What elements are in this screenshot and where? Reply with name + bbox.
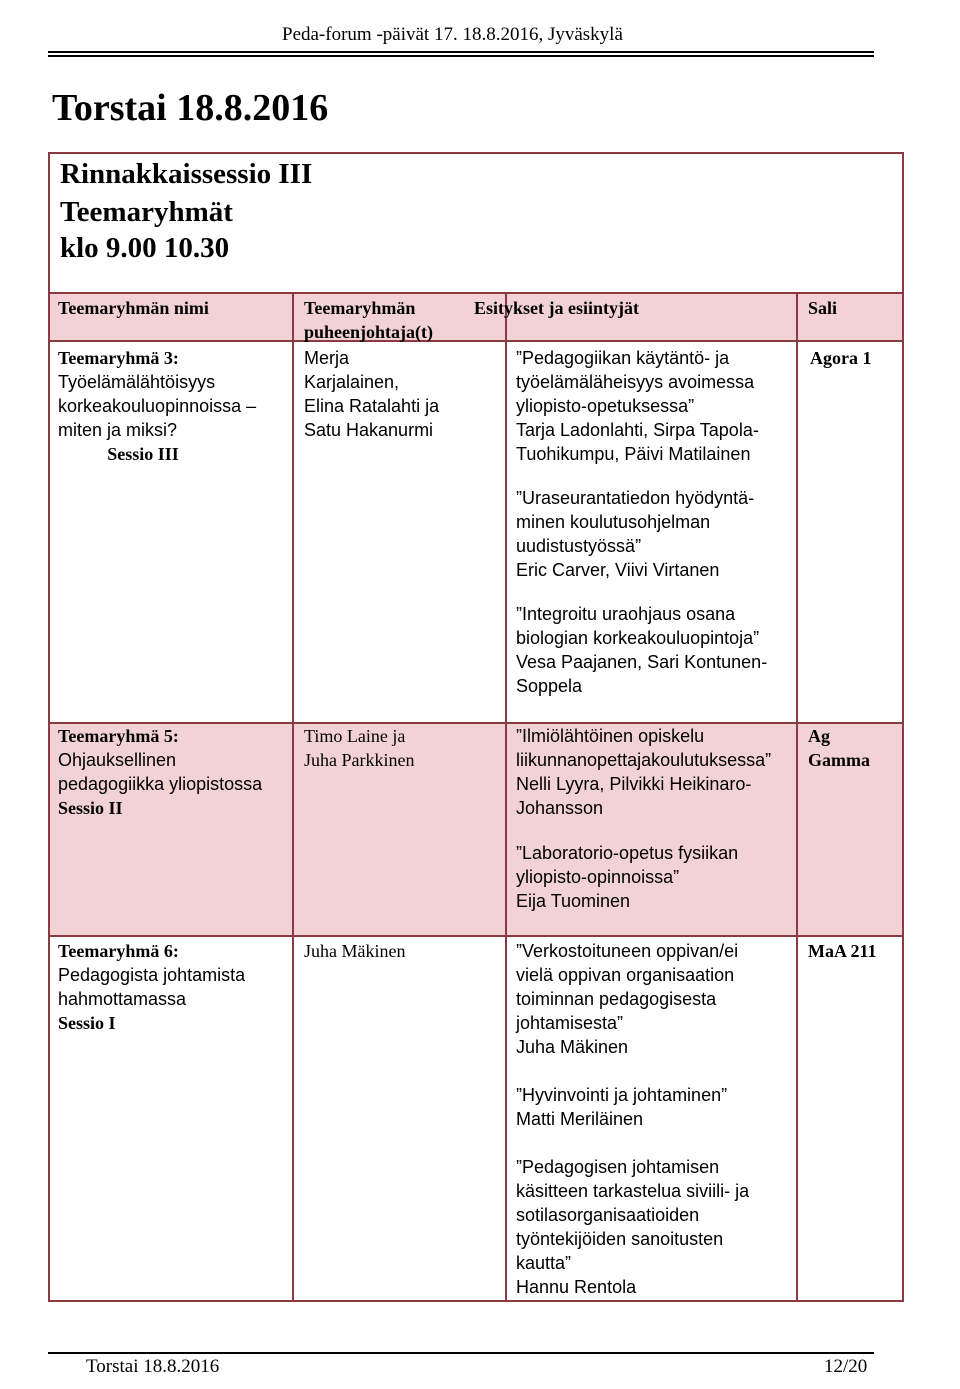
row1-presentation-1: [516, 346, 759, 466]
presentation-line: käsitteen tarkastelua siviili- ja: [516, 1181, 750, 1201]
row3-group-session: Sessio I: [58, 1013, 116, 1033]
session-box: [48, 152, 904, 292]
presentation-line: Eija Tuominen: [516, 891, 631, 911]
row2-chair-line: Timo Laine ja: [304, 726, 406, 746]
header-chair: [304, 296, 433, 344]
presentation-line: Tuohikumpu, Päivi Matilainen: [516, 444, 751, 464]
presentation-line: minen koulutusohjelman: [516, 512, 711, 532]
row3-group-line: hahmottamassa: [58, 989, 187, 1009]
row1-group-cell: [58, 346, 256, 466]
table-rule-header: [48, 340, 904, 342]
footer-date: Torstai 18.8.2016: [86, 1356, 220, 1377]
row1-group-line: miten ja miksi?: [58, 420, 178, 440]
row1-group-line: Työelämälähtöisyys: [58, 372, 216, 392]
table-rule-row2: [48, 935, 904, 937]
row2-group-line: Ohjauksellinen: [58, 750, 177, 770]
presentation-line: ”Verkostoituneen oppivan/ei: [516, 941, 739, 961]
row3-chairs-cell: [304, 939, 405, 963]
presentation-line: Nelli Lyyra, Pilvikki Heikinaro-: [516, 774, 752, 794]
presentation-line: ”Laboratorio-opetus fysiikan: [516, 843, 739, 863]
footer-rule: [48, 1352, 874, 1354]
presentation-line: ”Pedagogisen johtamisen: [516, 1157, 720, 1177]
table-col-border-2: [505, 292, 507, 1302]
row2-room-cell: [808, 724, 870, 772]
row2-group-line: pedagogiikka yliopistossa: [58, 774, 263, 794]
header-chair-line1: Teemaryhmän: [304, 298, 416, 318]
row1-room: Agora 1: [810, 348, 872, 368]
presentation-line: ”Integroitu uraohjaus osana: [516, 604, 736, 624]
presentation-line: Eric Carver, Viivi Virtanen: [516, 560, 720, 580]
header-rule-bottom: [48, 55, 874, 57]
presentation-line: ”Ilmiölähtöinen opiskelu: [516, 726, 705, 746]
row3-group-title: Teemaryhmä 6:: [58, 941, 179, 961]
row2-presentation-2: [516, 841, 738, 913]
row3-group-cell: [58, 939, 245, 1035]
presentation-line: Johansson: [516, 798, 604, 818]
table-rule-bottom: [48, 1300, 904, 1302]
presentation-line: työntekijöiden sanoitusten: [516, 1229, 724, 1249]
table-col-border-1: [292, 292, 294, 1302]
presentation-line: Tarja Ladonlahti, Sirpa Tapola-: [516, 420, 759, 440]
table-col-border-left: [48, 292, 50, 1302]
row2-group-cell: [58, 724, 262, 820]
presentation-line: ”Pedagogiikan käytäntö- ja: [516, 348, 730, 368]
header-chair-line2: puheenjohtaja(t): [304, 322, 433, 342]
row2-room-line: Ag: [808, 726, 830, 746]
header-room: Sali: [808, 298, 838, 318]
presentation-line: ”Uraseurantatiedon hyödyntä-: [516, 488, 755, 508]
presentation-line: kautta”: [516, 1253, 572, 1273]
row2-room-line: Gamma: [808, 750, 870, 770]
row2-presentation-1: [516, 724, 771, 820]
row1-group-title: Teemaryhmä 3:: [58, 348, 179, 368]
row1-presentation-2: [516, 486, 754, 582]
presentation-line: Vesa Paajanen, Sari Kontunen-: [516, 652, 768, 672]
presentation-line: johtamisesta”: [516, 1013, 624, 1033]
row3-presentation-1: [516, 939, 738, 1059]
row3-presentation-3: [516, 1155, 749, 1299]
session-subtitle: Teemaryhmät: [60, 196, 233, 228]
presentation-line: Hannu Rentola: [516, 1277, 637, 1297]
presentation-line: yliopisto-opinnoissa”: [516, 867, 680, 887]
presentation-line: ”Hyvinvointi ja johtaminen”: [516, 1085, 728, 1105]
day-title: Torstai 18.8.2016: [52, 87, 329, 129]
presentation-line: liikunnanopettajakoulutuksessa”: [516, 750, 772, 770]
row1-chair-line: Merja: [304, 348, 350, 368]
row2-group-session: Sessio II: [58, 798, 123, 818]
presentation-line: biologian korkeakouluopintoja”: [516, 628, 760, 648]
page-number: 12/20: [824, 1356, 868, 1377]
row3-room: MaA 211: [808, 941, 877, 961]
row3-presentation-2: [516, 1083, 727, 1131]
header-group-name: Teemaryhmän nimi: [58, 298, 209, 318]
presentation-line: uudistustyössä”: [516, 536, 642, 556]
row1-chairs-cell: [304, 346, 439, 442]
presentation-line: toiminnan pedagogisesta: [516, 989, 717, 1009]
session-time: klo 9.00 10.30: [60, 232, 230, 264]
session-title: Rinnakkaissessio III: [60, 158, 313, 190]
row2-chairs-cell: [304, 724, 414, 772]
row1-group-line: korkeakouluopinnoissa –: [58, 396, 257, 416]
row1-chair-line: Karjalainen,: [304, 372, 400, 392]
row1-presentation-3: [516, 602, 767, 698]
row3-group-line: Pedagogista johtamista: [58, 965, 246, 985]
row2-chair-line: Juha Parkkinen: [304, 750, 415, 770]
row1-chair-line: Satu Hakanurmi: [304, 420, 434, 440]
header-rule-top: [48, 51, 874, 53]
presentation-line: Soppela: [516, 676, 583, 696]
header-presentations: Esitykset ja esiintyjät: [474, 298, 639, 318]
row2-group-title: Teemaryhmä 5:: [58, 726, 179, 746]
presentation-line: työelämäläheisyys avoimessa: [516, 372, 755, 392]
row1-chair-line: Elina Ratalahti ja: [304, 396, 440, 416]
page-header: Peda-forum -päivät 17. 18.8.2016, Jyväskylä: [282, 24, 623, 45]
presentation-line: yliopisto-opetuksessa”: [516, 396, 695, 416]
presentation-line: Juha Mäkinen: [516, 1037, 629, 1057]
presentation-line: Matti Meriläinen: [516, 1109, 644, 1129]
row3-chair-line: Juha Mäkinen: [304, 941, 406, 961]
table-rule-top: [48, 292, 904, 294]
presentation-line: vielä oppivan organisaation: [516, 965, 735, 985]
row1-group-session: Sessio III: [107, 444, 179, 464]
table-col-border-3: [796, 292, 798, 1302]
table-col-border-right: [902, 292, 904, 1302]
presentation-line: sotilasorganisaatioiden: [516, 1205, 700, 1225]
